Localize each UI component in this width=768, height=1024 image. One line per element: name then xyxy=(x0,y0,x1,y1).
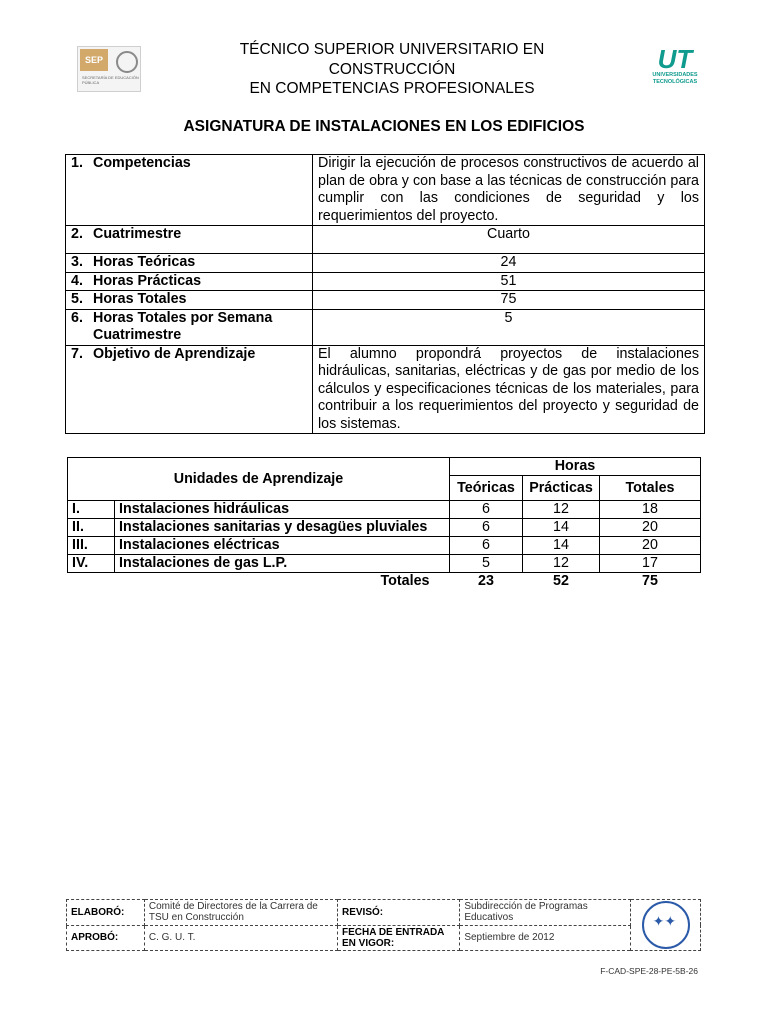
sep-logo-abbr: SEP xyxy=(80,49,108,71)
institution-seal xyxy=(631,900,701,951)
program-title-line3: EN COMPETENCIAS PROFESIONALES xyxy=(249,80,535,97)
unit-total: 20 xyxy=(600,537,701,555)
info-label xyxy=(66,272,313,291)
ut-logo-mark: UT xyxy=(657,44,693,74)
col-theory-header: Teóricas xyxy=(450,476,523,501)
info-value: 24 xyxy=(313,254,705,273)
info-value: 75 xyxy=(313,291,705,310)
unit-theory: 6 xyxy=(450,537,523,555)
info-row xyxy=(66,309,705,345)
unit-row xyxy=(68,555,701,573)
unit-theory: 5 xyxy=(450,555,523,573)
info-row xyxy=(66,345,705,434)
program-title-line2: CONSTRUCCIÓN xyxy=(328,60,456,78)
totals-row xyxy=(68,573,701,591)
info-label xyxy=(66,226,313,254)
total-practice: 52 xyxy=(553,573,569,589)
aprobo-value: C. G. U. T. xyxy=(144,925,337,951)
ut-logo xyxy=(645,46,705,92)
document-code: F-CAD-SPE-28-PE-5B-26 xyxy=(600,966,698,976)
elaboro-value: Comité de Directores de la Carrera de TSU en Construcción xyxy=(144,900,337,926)
sep-logo xyxy=(77,46,141,92)
col-total-header: Totales xyxy=(600,476,701,501)
unit-practice: 12 xyxy=(523,555,600,573)
info-label-text: Competencias xyxy=(93,155,191,171)
unit-total: 20 xyxy=(600,519,701,537)
sep-logo-subtitle: SECRETARÍA DE EDUCACIÓN PÚBLICA xyxy=(82,75,139,85)
eagle-emblem-icon xyxy=(116,51,138,73)
ut-logo-line2: TECNOLÓGICAS xyxy=(652,79,698,85)
unit-roman: I. xyxy=(68,501,115,519)
info-value: 51 xyxy=(313,272,705,291)
info-label-text-cont: Cuatrimestre xyxy=(93,327,182,343)
unit-row xyxy=(68,501,701,519)
info-label-text: Cuatrimestre xyxy=(93,226,182,242)
unit-theory: 6 xyxy=(450,519,523,537)
info-num: 6. xyxy=(71,309,83,326)
info-row xyxy=(66,291,705,310)
institution-seal-icon: ✦✦ xyxy=(642,901,690,949)
aprobo-label: APROBÓ: xyxy=(67,925,145,951)
unit-name: Instalaciones sanitarias y desagües pluviales xyxy=(115,519,450,537)
info-num: 2. xyxy=(71,226,83,242)
footer-row xyxy=(67,900,701,926)
approval-footer xyxy=(66,899,701,951)
unit-name: Instalaciones de gas L.P. xyxy=(115,555,450,573)
elaboro-label: ELABORÓ: xyxy=(67,900,145,926)
info-row xyxy=(66,254,705,273)
info-row xyxy=(66,226,705,254)
unit-roman: II. xyxy=(68,519,115,537)
total-hours: 75 xyxy=(642,573,658,589)
info-num: 5. xyxy=(71,291,83,307)
program-title xyxy=(150,40,634,99)
unit-row xyxy=(68,537,701,555)
subject-info-table xyxy=(65,154,705,434)
reviso-value: Subdirección de Programas Educativos xyxy=(460,900,631,926)
unit-practice: 14 xyxy=(523,537,600,555)
info-value: Cuarto xyxy=(313,226,705,254)
unit-roman: IV. xyxy=(68,555,115,573)
subject-title: ASIGNATURA DE INSTALACIONES EN LOS EDIFICIOS xyxy=(183,118,585,135)
info-label xyxy=(66,309,313,345)
info-label-text: Horas Teóricas xyxy=(93,254,196,270)
footer-row xyxy=(67,925,701,951)
info-row xyxy=(66,155,705,226)
unit-total: 18 xyxy=(600,501,701,519)
unit-practice: 12 xyxy=(523,501,600,519)
col-practice-header: Prácticas xyxy=(523,476,600,501)
unit-theory: 6 xyxy=(450,501,523,519)
unit-name: Instalaciones eléctricas xyxy=(115,537,450,555)
info-num: 7. xyxy=(71,345,83,362)
learning-units-table xyxy=(67,457,701,590)
info-label-text: Objetivo de Aprendizaje xyxy=(93,345,256,362)
info-label xyxy=(66,155,313,226)
unit-name: Instalaciones hidráulicas xyxy=(115,501,450,519)
program-title-line1: TÉCNICO SUPERIOR UNIVERSITARIO EN xyxy=(239,41,545,58)
fecha-label: FECHA DE ENTRADA EN VIGOR: xyxy=(337,925,459,951)
info-label xyxy=(66,291,313,310)
reviso-label: REVISÓ: xyxy=(337,900,459,926)
unit-row xyxy=(68,519,701,537)
info-value: El alumno propondrá proyectos de instalaciones hidráulicas, sanitarias, eléctricas y de gas por medio de los cálculos y especificaciones técnicas de los materiales, para contribuir a los requerimientos del proyecto y seguridad de los sistemas. xyxy=(313,345,705,434)
info-value: Dirigir la ejecución de procesos constructivos de acuerdo al plan de obra y con base a las técnicas de construcción para cumplir con las condiciones de seguridad y los requerimientos del proyecto. xyxy=(313,155,705,226)
info-label xyxy=(66,345,313,434)
info-num: 4. xyxy=(71,272,83,289)
info-num: 1. xyxy=(71,155,83,171)
info-label xyxy=(66,254,313,273)
unit-practice: 14 xyxy=(523,519,600,537)
units-header: Unidades de Aprendizaje xyxy=(68,458,450,501)
info-value: 5 xyxy=(313,309,705,345)
info-row xyxy=(66,272,705,291)
fecha-value: Septiembre de 2012 xyxy=(460,925,631,951)
unit-total: 17 xyxy=(600,555,701,573)
info-label-text: Horas Prácticas xyxy=(93,272,202,289)
info-label-text: Horas Totales xyxy=(93,291,187,307)
hours-header: Horas xyxy=(450,458,701,476)
info-label-text: Horas Totales por Semana xyxy=(93,309,273,326)
total-theory: 23 xyxy=(478,573,494,589)
totals-label: Totales xyxy=(380,573,430,589)
unit-roman: III. xyxy=(68,537,115,555)
info-num: 3. xyxy=(71,254,83,270)
ut-logo-line1: UNIVERSIDADES xyxy=(652,72,698,78)
units-header-row xyxy=(68,458,701,476)
